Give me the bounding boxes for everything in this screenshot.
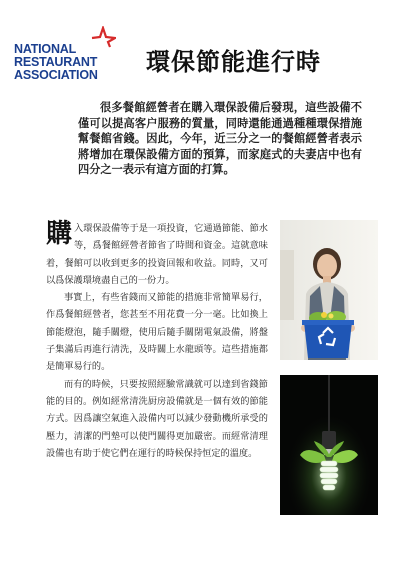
logo-line-3: ASSOCIATION	[14, 68, 98, 82]
national-restaurant-association-logo	[14, 30, 120, 84]
star-icon	[90, 26, 116, 48]
energy-saving-bulb-photo	[280, 375, 378, 515]
body-paragraph-1	[46, 220, 268, 289]
body-paragraph-3: 而有的時候，只要按照經驗常識就可以達到省錢節能的目的。例如經常清洗厨房設備就是一個有效的節能方式。因爲讓空氣進入設備内可以減少發動機所承受的壓力，清潔的門墊可以使門關得更加嚴密。而經常清理設備也有助于使它們在運行的時候保持恒定的溫度。	[46, 378, 268, 459]
lightbulb-icon	[280, 375, 378, 515]
article-body	[46, 220, 268, 462]
body-paragraph-2: 事實上，有些省錢而又節能的措施非常簡單易行，作爲餐館經營者，您甚至不用花費一分一毫。比如換上節能燈泡，隨手關燈，使用后隨手關閉電氣設備，將盤子集滿后再進行清洗，及時關上水龍頭等。這些措施都是簡單易行的。	[46, 292, 268, 373]
intro-paragraph: 很多餐館經營者在購入環保設備后發現，這些設備不僅可以提高客户服務的質量，同時還能通過種種環保措施幫餐館省錢。因此，今年，近三分之一的餐館經營者表示將增加在環保設備方面的預算，而家庭式的夫妻店中也有四分之一表示有這方面的打算。	[78, 101, 362, 177]
logo-line-2: RESTAURANT	[14, 55, 98, 69]
woman-recycling-bin-illustration	[280, 220, 378, 360]
page-title: 環保節能進行時	[146, 48, 321, 76]
drop-cap: 購	[46, 219, 73, 249]
logo-line-1: NATIONAL	[14, 42, 77, 56]
body-paragraph-1-text: 入環保設備等于是一項投資，它通過節能、節水等，爲餐館經營者節省了時間和資金。這就意味着，餐館可以收到更多的投資回報和收益。同時，又可以爲保護環境盡自己的一份力。	[46, 223, 268, 286]
woman-recycling-bin-photo	[280, 220, 378, 360]
